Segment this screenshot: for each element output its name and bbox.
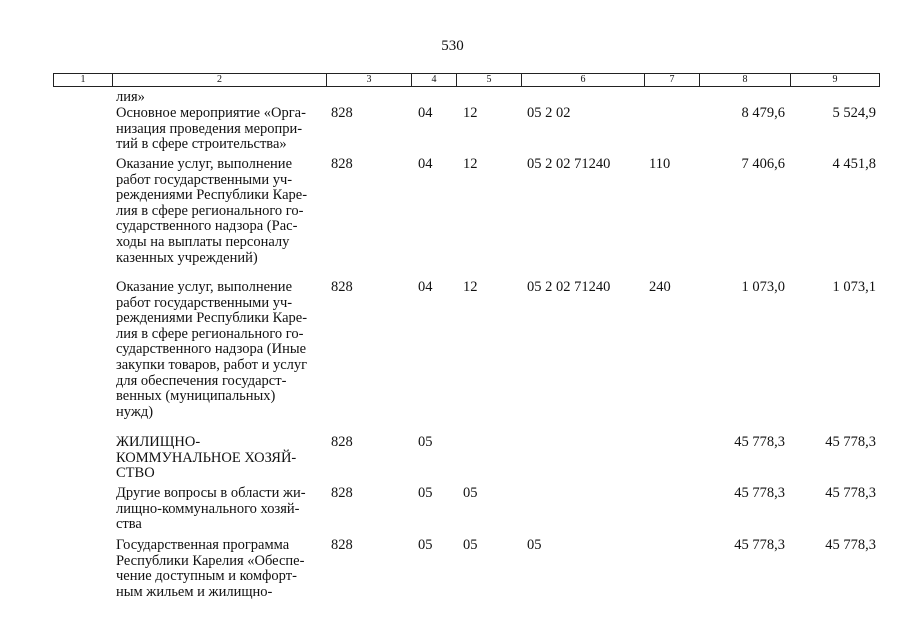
row-amount-year-1: 45 778,3: [734, 485, 785, 501]
row-section: 04: [418, 105, 433, 121]
row-target-article: 05 2 02: [527, 105, 571, 121]
row-subsection: 05: [463, 537, 478, 553]
row-amount-year-1: 1 073,0: [741, 279, 785, 295]
row-section: 05: [418, 434, 433, 450]
row-name: Оказание услуг, выполнение работ государственными уч- реждениями Республики Каре- лия в сфере регионального го- сударственного надзора (Рас- ходы на выплаты персоналу казенных учреждений): [116, 156, 308, 266]
table-header: [53, 73, 880, 87]
row-name: Основное мероприятие «Орга- низация проведения меропри- тий в сфере строительства»: [116, 105, 306, 153]
row-amount-year-2: 1 073,1: [832, 279, 876, 295]
row-name: Оказание услуг, выполнение работ государственными уч- реждениями Республики Каре- лия в сфере регионального го- сударственного надзора (Иные закупки товаров, работ и услуг для обеспечения государст- венных (муниципальных) нужд): [116, 279, 308, 420]
row-amount-year-2: 45 778,3: [825, 434, 876, 450]
row-name: Государственная программа Республики Карелия «Обеспе- чение доступным и комфорт- ным жильем и жилищно-: [116, 537, 305, 600]
row-target-article: 05 2 02 71240: [527, 156, 611, 172]
row-amount-year-1: 45 778,3: [734, 537, 785, 553]
row-section: 05: [418, 537, 433, 553]
row-target-article: 05 2 02 71240: [527, 279, 611, 295]
header-col-4: 4: [412, 74, 457, 86]
row-subsection: 05: [463, 485, 478, 501]
row-amount-year-2: 45 778,3: [825, 537, 876, 553]
row-section: 04: [418, 279, 433, 295]
row-amount-year-2: 4 451,8: [832, 156, 876, 172]
row-section: 05: [418, 485, 433, 501]
row-expense-type: 240: [649, 279, 671, 295]
row-subsection: 12: [463, 156, 478, 172]
page-number: 530: [441, 38, 464, 54]
header-col-5: 5: [457, 74, 522, 86]
row-amount-year-1: 8 479,6: [741, 105, 785, 121]
row-admin-code: 828: [331, 156, 353, 172]
row-subsection: 12: [463, 279, 478, 295]
header-col-8: 8: [700, 74, 791, 86]
row-admin-code: 828: [331, 485, 353, 501]
header-col-1: 1: [54, 74, 113, 86]
row-name: ЖИЛИЩНО- КОММУНАЛЬНОЕ ХОЗЯЙ- СТВО: [116, 434, 297, 482]
header-col-3: 3: [327, 74, 412, 86]
row-section: 04: [418, 156, 433, 172]
row-amount-year-2: 5 524,9: [832, 105, 876, 121]
row-admin-code: 828: [331, 434, 353, 450]
header-col-6: 6: [522, 74, 645, 86]
header-col-7: 7: [645, 74, 700, 86]
row-amount-year-2: 45 778,3: [825, 485, 876, 501]
header-col-9: 9: [832, 74, 838, 85]
header-col-2: 2: [113, 74, 327, 86]
row-expense-type: 110: [649, 156, 671, 172]
row-admin-code: 828: [331, 279, 353, 295]
row-amount-year-1: 7 406,6: [741, 156, 785, 172]
row-admin-code: 828: [331, 105, 353, 121]
row-amount-year-1: 45 778,3: [734, 434, 785, 450]
row-name: лия»: [116, 89, 145, 105]
row-subsection: 12: [463, 105, 478, 121]
row-admin-code: 828: [331, 537, 353, 553]
row-target-article: 05: [527, 537, 542, 553]
row-name: Другие вопросы в области жи- лищно-коммунального хозяй- ства: [116, 485, 306, 533]
